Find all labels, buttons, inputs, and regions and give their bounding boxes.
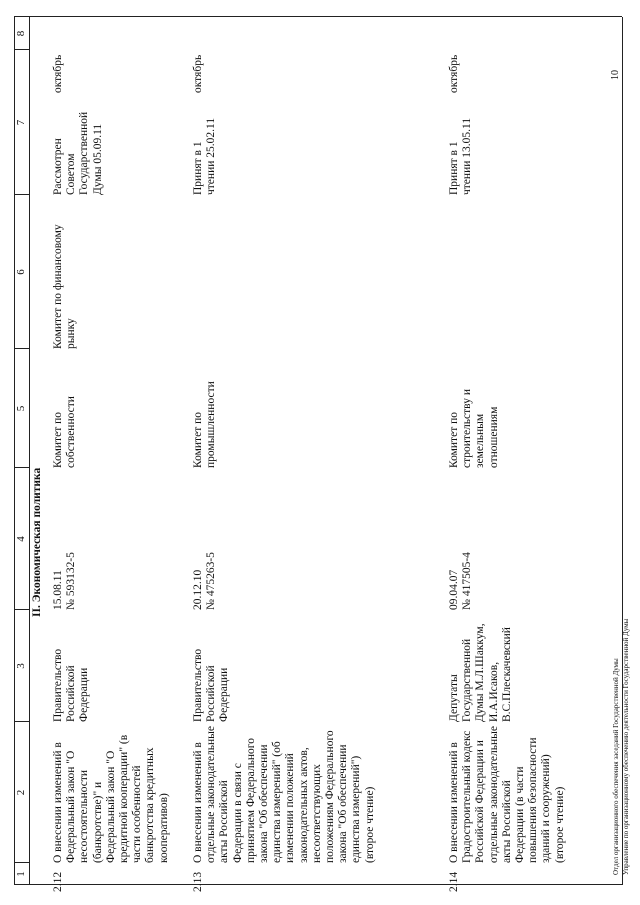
col-header-1: 1 — [15, 871, 27, 877]
row-status: Принят в 1 чтении 25.02.11 — [192, 117, 218, 195]
row-committee: Комитет по собственности — [52, 396, 78, 468]
col-header-6: 6 — [15, 269, 27, 275]
table-left-border — [14, 884, 622, 885]
col-header-8: 8 — [15, 30, 27, 37]
footer-line-1: Отдел организационного обеспечения заседаний Государственной Думы — [612, 658, 620, 875]
row-committee: Комитет по промышленности — [192, 381, 218, 468]
row-month: октябрь — [52, 54, 64, 93]
row-number: 2.14 — [448, 871, 460, 892]
row-number: 2.13 — [192, 871, 204, 892]
row-status: Принят в 1 чтении 13.05.11 — [448, 117, 474, 195]
row-month: октябрь — [448, 54, 460, 93]
row-title: О внесении изменений в отдельные законодательные акты Российской Федерации в связи с принятием Федерального закона "Об обеспечении единства измерений" (об изменении положений законодательных актов, несоответствующих положениям Федерального закона "Об обеспечении единства измерений") (второе чтение) — [192, 725, 376, 863]
row-status: Рассмотрен Советом Государственной Думы 05.09.11 — [52, 111, 104, 195]
col-header-4: 4 — [15, 536, 27, 542]
page-number: 10 — [610, 70, 621, 80]
row-reg: 09.04.07 № 417505-4 — [448, 552, 474, 610]
row-month: октябрь — [192, 54, 204, 93]
row-author: Правительство Российской Федерации — [192, 648, 231, 722]
header-bottom-border — [29, 17, 30, 885]
row-title: О внесении изменений в Градостроительный кодекс Российской Федерации и отдельные законодательные акты Российской Федерации (в части повышения безопасности зданий и сооружений) (второе чтение) — [448, 725, 566, 863]
col-header-2: 2 — [15, 789, 27, 796]
col-header-7: 7 — [15, 119, 27, 126]
row-reg: 20.12.10 № 475263-5 — [192, 552, 218, 610]
row-author: Депутаты Государственной Думы М.Л.Шаккум, И.А.Исаков, В.С.Плескачевский — [448, 623, 513, 722]
row-committee: Комитет по строительству и земельным отношениям — [448, 389, 500, 468]
col-header-3: 3 — [15, 663, 27, 669]
row-reg: 15.08.11 № 593132-5 — [52, 552, 78, 610]
footer-line-2: Управление по организационному обеспечению деятельности Государственной Думы — [622, 618, 630, 875]
row-title: О внесении изменений в Федеральный закон "О несостоятельности (банкротстве)" и Федеральный закон "О кредитной кооперации" (в части особенностей банкротства кредитных кооперативов) — [52, 734, 170, 863]
row-co-committee: Комитет по финансовому рынку — [52, 224, 78, 349]
table-right-border — [14, 16, 622, 17]
section-heading: II. Экономическая политика — [31, 467, 43, 617]
col-header-5: 5 — [15, 405, 27, 412]
row-author: Правительство Российской Федерации — [52, 648, 91, 722]
row-number: 2.12 — [52, 871, 64, 892]
